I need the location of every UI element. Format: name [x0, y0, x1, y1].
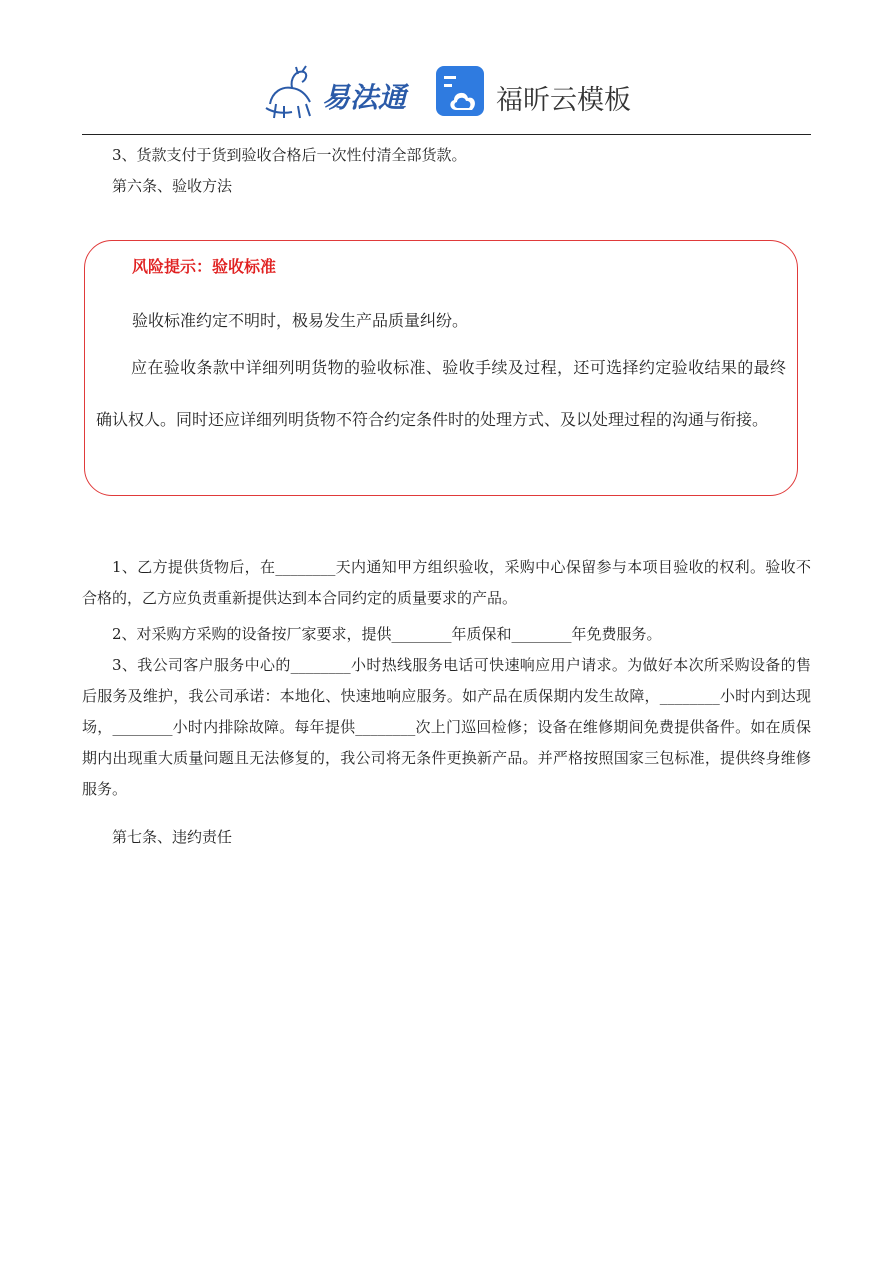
article-6-heading: 第六条、验收方法: [112, 177, 233, 195]
risk-warning-paragraph: 应在验收条款中详细列明货物的验收标准、验收手续及过程，还可选择约定验收结果的最终确认权人。同时还应详细列明货物不符合约定条件时的处理方式、及以处理过程的沟通与衔接。: [96, 358, 786, 429]
fuxin-logo: [436, 66, 636, 118]
document-header: [0, 56, 893, 126]
fuxin-brand-text: 福昕云模板: [496, 85, 631, 116]
acceptance-clause-1: 1、乙方提供货物后，在________天内通知甲方组织验收，采购中心保留参与本项目验收的权利。验收不合格的，乙方应负责重新提供达到本合同约定的质量要求的产品。: [82, 558, 811, 607]
yifatong-logo: [262, 64, 412, 122]
payment-clause-3: 3、货款支付于货到验收合格后一次性付清全部货款。: [112, 146, 467, 164]
risk-warning-line: 验收标准约定不明时，极易发生产品质量纠纷。: [132, 311, 469, 330]
risk-warning-title: 风险提示：验收标准: [132, 257, 277, 276]
acceptance-clause-3: 3、我公司客户服务中心的________小时热线服务电话可快速响应用户请求。为做好本次所采购设备的售后服务及维护，我公司承诺：本地化、快速地响应服务。如产品在质保期内发生故障，________小时内到达现场，________小时内排除故障。每年提供________次上门巡回检修；设备在维修期间免费提供备件。如在质保期内出现重大质量问题且无法修复的，我公司将无条件更换新产品。并严格按照国家三包标准，提供终身维修服务。: [82, 656, 811, 798]
acceptance-clause-2: 2、对采购方采购的设备按厂家要求，提供________年质保和________年免费服务。: [112, 625, 662, 643]
article-7-heading: 第七条、违约责任: [112, 828, 233, 846]
fuxin-cloud-icon: [436, 66, 486, 118]
yifatong-brand-text: 易法通: [322, 81, 407, 114]
qilin-icon: [262, 64, 322, 122]
header-divider: [82, 134, 811, 135]
